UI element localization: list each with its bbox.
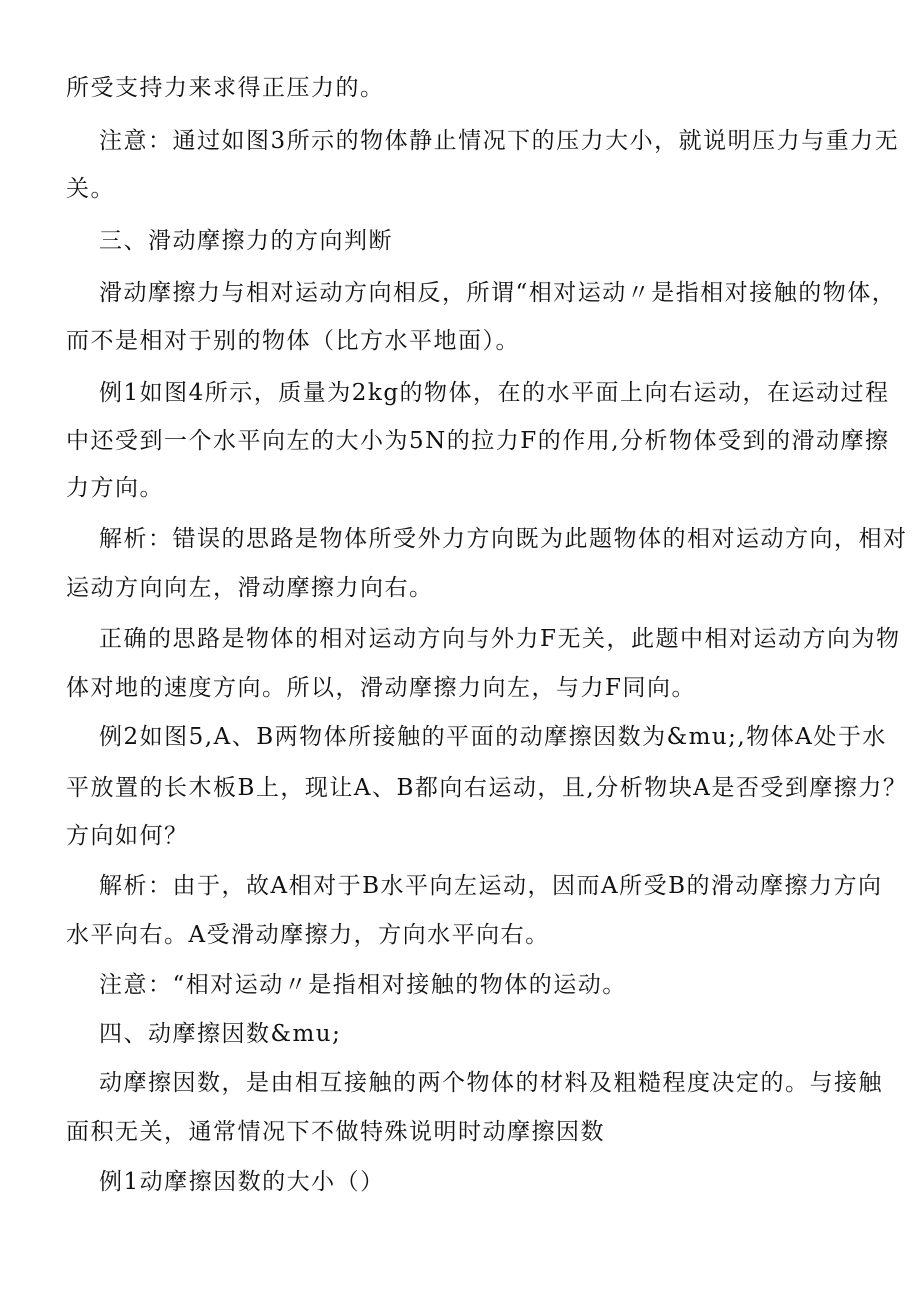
text-line: 解析：由于，故A相对于B水平向左运动，因而A所受B的滑动摩擦力方向 <box>99 873 883 899</box>
text-line: 例1如图4所示，质量为2kg的物体，在的水平面上向右运动，在运动过程 <box>99 380 890 406</box>
text-line: 面积无关，通常情况下不做特殊说明时动摩擦因数 <box>66 1119 605 1145</box>
text-line: 中还受到一个水平向左的大小为5N的拉力F的作用,分析物体受到的滑动摩擦 <box>66 428 890 454</box>
text-line: 例2如图5,A、B两物体所接触的平面的动摩擦因数为&mu;,物体A处于水 <box>99 724 887 750</box>
text-line: 方向如何？ <box>66 823 189 849</box>
text-line: 水平向右。A受滑动摩擦力，方向水平向右。 <box>66 922 550 948</box>
text-line: 解析：错误的思路是物体所受外力方向既为此题物体的相对运动方向，相对 <box>99 526 908 552</box>
text-line: 平放置的长木板B上，现让A、B都向右运动，且,分析物块A是否受到摩擦力？ <box>66 775 908 801</box>
text-line: 所受支持力来求得正压力的。 <box>66 75 385 101</box>
section-heading: 三、滑动摩擦力的方向判断 <box>99 228 393 254</box>
text-line: 运动方向向左，滑动摩擦力向右。 <box>66 575 434 601</box>
text-line: 滑动摩擦力与相对运动方向相反，所谓“相对运动〃是指相对接触的物体， <box>99 280 897 306</box>
text-line: 例1动摩擦因数的大小（） <box>99 1169 385 1195</box>
text-line: 体对地的速度方向。所以，滑动摩擦力向左，与力F同向。 <box>66 675 696 701</box>
text-line: 正确的思路是物体的相对运动方向与外力F无关，此题中相对运动方向为物 <box>99 626 901 652</box>
text-line: 关。 <box>66 176 115 202</box>
text-line: 注意：“相对运动〃是指相对接触的物体的运动。 <box>99 972 627 998</box>
text-line: 而不是相对于别的物体（比方水平地面）。 <box>66 328 520 354</box>
text-line: 力方向。 <box>66 475 164 501</box>
text-line: 动摩擦因数，是由相互接触的两个物体的材料及粗糙程度决定的。与接触 <box>99 1070 883 1096</box>
section-heading: 四、动摩擦因数&mu; <box>99 1021 342 1047</box>
text-line: 注意：通过如图3所示的物体静止情况下的压力大小，就说明压力与重力无 <box>99 128 900 154</box>
